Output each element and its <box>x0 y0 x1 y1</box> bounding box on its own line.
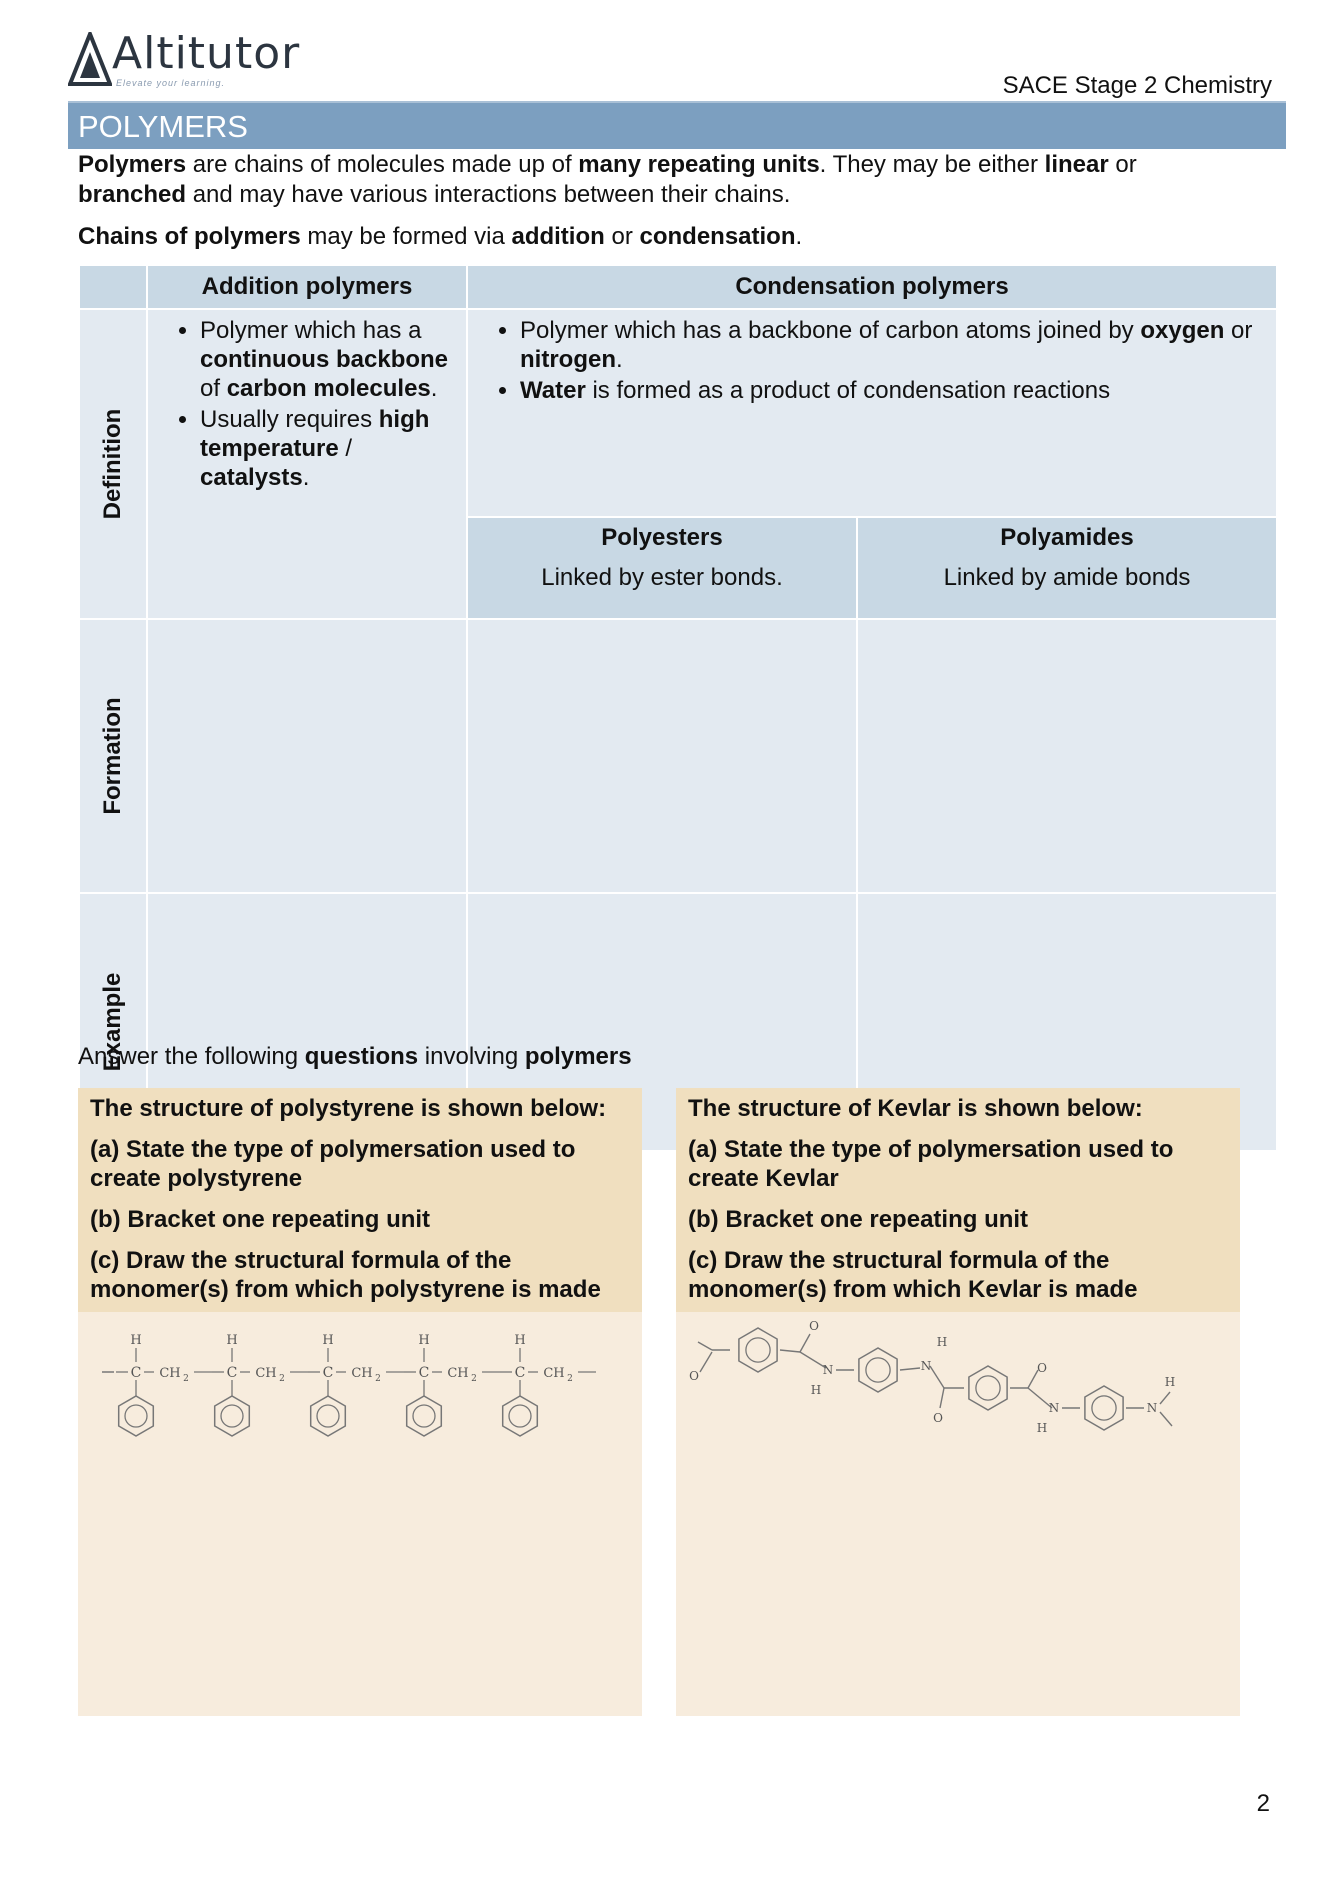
polyesters-cell <box>467 517 857 619</box>
ch2-label: CH <box>159 1366 181 1381</box>
hydrogen-label: H <box>130 1333 142 1348</box>
subscript-2: 2 <box>183 1374 189 1384</box>
phenyl-ring-circle <box>413 1405 435 1427</box>
carbon-label: C <box>322 1365 334 1381</box>
polyesters-title: Polyesters <box>601 524 723 551</box>
bond <box>900 1368 920 1370</box>
polystyrene-answer-area[interactable] <box>78 1312 642 1716</box>
questions-intro: Answer the following questions involving polymers <box>78 1043 632 1070</box>
polyesters-desc: Linked by ester bonds. <box>541 564 783 591</box>
phenyl-ring <box>407 1396 442 1436</box>
kevlar-q-a: (a) State the type of polymersation used to create Kevlar <box>688 1136 1174 1192</box>
phenyl-ring <box>503 1396 538 1436</box>
brand-name: Altitutor <box>112 28 301 79</box>
bond <box>940 1388 944 1408</box>
phenyl-ring-circle <box>317 1405 339 1427</box>
intro-text: are chains of molecules made up of <box>186 151 579 178</box>
term-addition: addition <box>511 223 605 250</box>
polystyrene-q-b: (b) Bracket one repeating unit <box>90 1206 431 1233</box>
polyamides-desc: Linked by amide bonds <box>943 564 1191 591</box>
bond <box>800 1334 810 1352</box>
corner-cell <box>79 265 147 309</box>
row-label-example: Example <box>79 893 147 1151</box>
term-repeating-units: many repeating units <box>578 151 820 178</box>
phenyl-ring <box>215 1396 250 1436</box>
condensation-bullet-2: • Water is formed as a product of condensation reactions <box>520 376 1276 405</box>
hydrogen-label: H <box>936 1335 948 1349</box>
col-header-addition: Addition polymers <box>147 265 467 309</box>
col-header-condensation: Condensation polymers <box>467 265 1277 309</box>
hydrogen-label: H <box>226 1333 238 1348</box>
benzene-ring-circle <box>976 1376 1000 1400</box>
polyamides-cell <box>857 517 1277 619</box>
term-condensation: condensation <box>639 223 796 250</box>
mountain-logo-icon <box>68 32 112 88</box>
carbon-label: C <box>130 1365 142 1381</box>
benzene-ring <box>859 1348 897 1392</box>
intro-text: . They may be either <box>819 151 1045 178</box>
intro-paragraph <box>78 150 1278 210</box>
subscript-2: 2 <box>567 1374 573 1384</box>
intro-chains <box>78 222 1278 252</box>
hydrogen-label: H <box>1164 1375 1176 1389</box>
intro-text: and may have various interactions between their chains. <box>186 181 791 208</box>
phenyl-ring <box>119 1396 154 1436</box>
oxygen-label: O <box>689 1369 699 1383</box>
oxygen-label: O <box>809 1319 819 1333</box>
formation-polyamides-cell[interactable] <box>857 619 1277 893</box>
page-number: 2 <box>1256 1790 1270 1817</box>
polystyrene-title: The structure of polystyrene is shown below: <box>90 1095 607 1122</box>
formation-polyesters-cell[interactable] <box>467 619 857 893</box>
section-title: POLYMERS <box>78 109 248 144</box>
bond <box>930 1366 944 1388</box>
kevlar-structure <box>676 1312 1240 1462</box>
kevlar-title: The structure of Kevlar is shown below: <box>688 1095 1143 1122</box>
nitrogen-label: N <box>1146 1401 1158 1415</box>
term-branched: branched <box>78 181 187 208</box>
benzene-ring <box>969 1366 1007 1410</box>
nitrogen-label: N <box>920 1359 932 1373</box>
addition-definition-cell <box>147 309 467 619</box>
bond <box>1160 1392 1170 1404</box>
question-box-polystyrene <box>78 1088 642 1716</box>
carbon-label: C <box>226 1365 238 1381</box>
addition-bullet-2: • Usually requires high temperature / catalysts. <box>200 405 466 492</box>
question-box-kevlar <box>676 1088 1240 1716</box>
carbon-label: C <box>514 1365 526 1381</box>
subscript-2: 2 <box>279 1374 285 1384</box>
intro-text: . <box>795 223 803 250</box>
polymer-types-table <box>78 264 1278 1152</box>
polyamides-title: Polyamides <box>1000 524 1134 551</box>
ch2-label: CH <box>255 1366 277 1381</box>
hydrogen-label: H <box>1036 1421 1048 1435</box>
phenyl-ring-circle <box>509 1405 531 1427</box>
phenyl-ring-circle <box>221 1405 243 1427</box>
benzene-ring-circle <box>866 1358 890 1382</box>
formation-addition-cell[interactable] <box>147 619 467 893</box>
benzene-ring <box>739 1328 777 1372</box>
polystyrene-structure <box>78 1312 642 1462</box>
benzene-ring <box>1085 1386 1123 1430</box>
kevlar-q-c: (c) Draw the structural formula of the monomer(s) from which Kevlar is made <box>688 1247 1138 1303</box>
oxygen-label: O <box>933 1411 943 1425</box>
carbon-label: C <box>418 1365 430 1381</box>
intro-text: or <box>604 223 640 250</box>
term-linear: linear <box>1044 151 1109 178</box>
brand-tagline: Elevate your learning. <box>116 78 226 88</box>
nitrogen-label: N <box>822 1363 834 1377</box>
ch2-label: CH <box>351 1366 373 1381</box>
question-header-polystyrene <box>78 1088 642 1312</box>
hydrogen-label: H <box>810 1383 822 1397</box>
condensation-definition-cell <box>467 309 1277 517</box>
addition-bullet-1: • Polymer which has a continuous backbone of carbon molecules. <box>200 316 466 403</box>
benzene-ring-circle <box>1092 1396 1116 1420</box>
hydrogen-label: H <box>514 1333 526 1348</box>
term-chains: Chains of polymers <box>78 223 301 250</box>
condensation-bullet-1: • Polymer which has a backbone of carbon atoms joined by oxygen or nitrogen. <box>520 316 1276 374</box>
polystyrene-q-a: (a) State the type of polymersation used to create polystyrene <box>90 1136 576 1192</box>
nitrogen-label: N <box>1048 1401 1060 1415</box>
phenyl-ring <box>311 1396 346 1436</box>
ch2-label: CH <box>447 1366 469 1381</box>
ch2-label: CH <box>543 1366 565 1381</box>
polystyrene-q-c: (c) Draw the structural formula of the monomer(s) from which polystyrene is made <box>90 1247 601 1303</box>
subscript-2: 2 <box>375 1374 381 1384</box>
intro-text: may be formed via <box>300 223 512 250</box>
kevlar-answer-area[interactable] <box>676 1312 1240 1716</box>
section-banner <box>68 101 1286 149</box>
phenyl-ring-circle <box>125 1405 147 1427</box>
bond <box>700 1352 712 1372</box>
hydrogen-label: H <box>322 1333 334 1348</box>
bond <box>1160 1412 1172 1426</box>
oxygen-label: O <box>1037 1361 1047 1375</box>
methyl-bond <box>698 1342 712 1350</box>
row-label-definition: Definition <box>79 309 147 619</box>
intro-text: or <box>1108 151 1137 178</box>
row-label-formation: Formation <box>79 619 147 893</box>
course-title: SACE Stage 2 Chemistry <box>1002 72 1272 99</box>
question-header-kevlar <box>676 1088 1240 1312</box>
hydrogen-label: H <box>418 1333 430 1348</box>
benzene-ring-circle <box>746 1338 770 1362</box>
term-polymers: Polymers <box>78 151 187 178</box>
subscript-2: 2 <box>471 1374 477 1384</box>
altitutor-logo <box>68 28 308 88</box>
bond <box>780 1350 800 1352</box>
kevlar-q-b: (b) Bracket one repeating unit <box>688 1206 1029 1233</box>
